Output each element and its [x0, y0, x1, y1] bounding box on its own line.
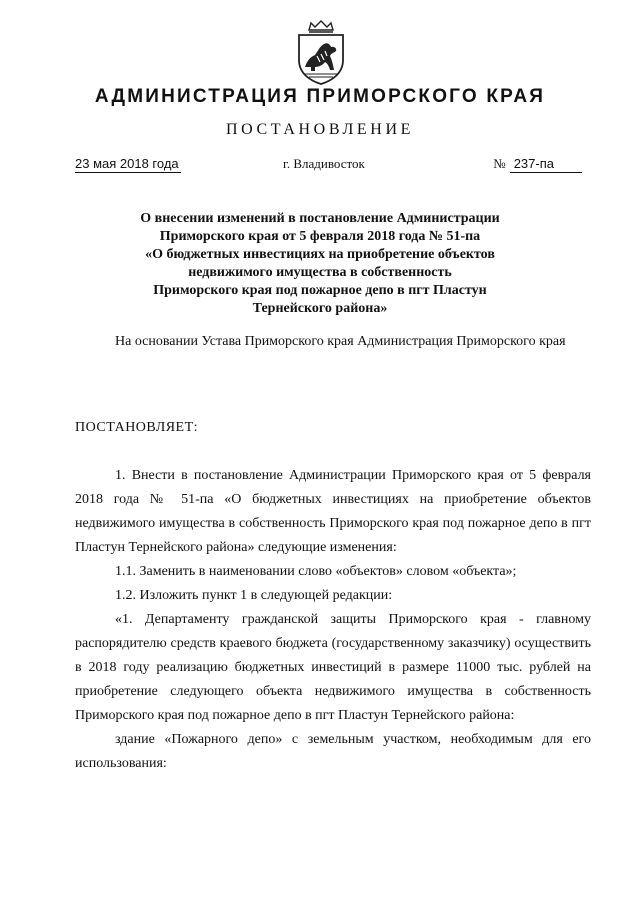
- title-line: «О бюджетных инвестициях на приобретение объектов: [145, 247, 495, 262]
- document-date: 23 мая 2018 года: [75, 156, 179, 171]
- title-line: Приморского края от 5 февраля 2018 года № 51-па: [159, 229, 481, 244]
- document-city: г. Владивосток: [283, 156, 365, 171]
- title-line: О внесении изменений в постановление Администрации: [140, 211, 500, 226]
- coat-of-arms-tiger-icon: [293, 20, 349, 86]
- paragraph-1: 1. Внести в постановление Администрации Приморского края от 5 февраля 2018 года № 51-па «О бюджетных инвестициях на приобретение объектов недвижимого имущества в собственность Приморского края под пожарное депо в пгт Пластун Тернейского района» следующие изменения:: [75, 468, 591, 555]
- quoted-paragraph: «1. Департаменту гражданской защиты Приморского края - главному распорядителю средств краевого бюджета (государственному заказчику) осуществить в 2018 году реализацию бюджетных инвестиций в размере 11000 тыс. рублей на приобретение следующего объекта недвижимого имущества в собственность Приморского края под пожарное депо в пгт Пластун Тернейского района:: [75, 612, 591, 723]
- document-number-block: [493, 156, 582, 172]
- title-line: Тернейского района»: [252, 301, 388, 316]
- number-prefix: №: [493, 156, 506, 171]
- document-type: ПОСТАНОВЛЕНИЕ: [226, 121, 414, 138]
- title-line: недвижимого имущества в собственность: [188, 265, 452, 280]
- basis-block: [75, 330, 591, 354]
- title-line: Приморского края под пожарное депо в пгт Пластун: [153, 283, 487, 298]
- main-body: [75, 464, 591, 776]
- decree-heading: ПОСТАНОВЛЯЕТ:: [75, 420, 199, 435]
- document-number: 237-па: [510, 156, 582, 173]
- document-title: [100, 210, 540, 318]
- object-paragraph: здание «Пожарного депо» с земельным участком, необходимым для его использования:: [75, 732, 591, 771]
- basis-paragraph: На основании Устава Приморского края Администрация Приморского края: [115, 334, 566, 349]
- organization-name: АДМИНИСТРАЦИЯ ПРИМОРСКОГО КРАЯ: [94, 86, 546, 107]
- paragraph-1-1: 1.1. Заменить в наименовании слово «объектов» словом «объекта»;: [115, 564, 517, 579]
- paragraph-1-2: 1.2. Изложить пункт 1 в следующей редакции:: [115, 588, 393, 603]
